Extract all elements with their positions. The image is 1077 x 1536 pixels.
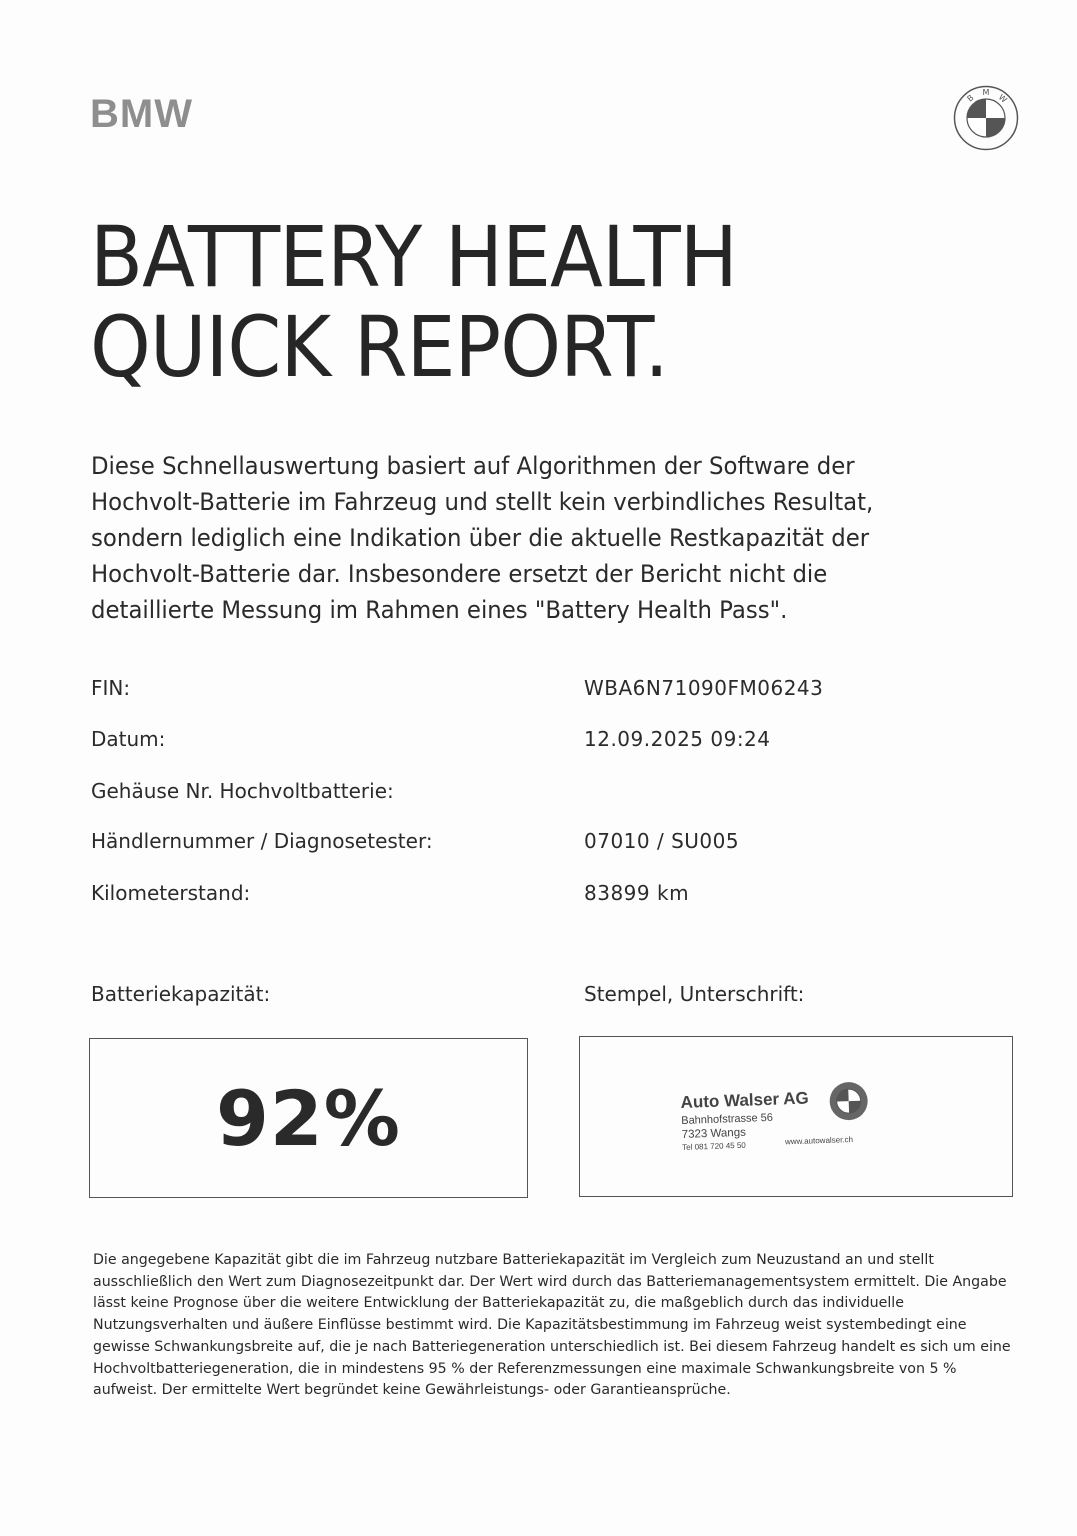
info-row-fin	[91, 676, 991, 706]
fin-label: FIN:	[91, 676, 131, 700]
page-title	[90, 208, 737, 396]
bmw-roundel-icon	[828, 1080, 869, 1121]
date-label: Datum:	[91, 727, 166, 751]
stamp-website: www.autowalser.ch	[784, 1134, 854, 1147]
mileage-label: Kilometerstand:	[91, 881, 251, 905]
title-line-1: BATTERY HEALTH	[90, 208, 737, 306]
stamp-label: Stempel, Unterschrift:	[584, 982, 805, 1006]
capacity-value: 92%	[216, 1073, 401, 1163]
info-row-housing-number	[91, 779, 991, 809]
title-line-2: QUICK REPORT.	[90, 298, 669, 396]
info-row-dealer	[91, 829, 991, 859]
stamp-signature-box	[579, 1036, 1013, 1197]
capacity-box	[89, 1038, 528, 1198]
intro-paragraph: Diese Schnellauswertung basiert auf Algorithmen der Software der Hochvolt-Batterie im Fahrzeug und stellt kein verbindliches Resultat, sondern lediglich eine Indikation über die aktuelle Restkapazität der Hochvolt-Batterie dar. Insbesondere ersetzt der Bericht nicht die detaillierte Messung im Rahmen eines "Battery Health Pass".	[91, 452, 874, 624]
svg-text:B: B	[965, 93, 976, 104]
stamp-phone: Tel 081 720 45 50	[682, 1140, 746, 1152]
info-row-mileage	[91, 881, 991, 911]
info-row-date	[91, 727, 991, 757]
stamp-street: Bahnhofstrasse 56	[681, 1111, 774, 1127]
svg-text:W: W	[996, 92, 1009, 105]
brand-wordmark: BMW	[90, 92, 193, 136]
svg-text:M: M	[982, 88, 990, 97]
disclaimer-text: Die angegebene Kapazität gibt die im Fahrzeug nutzbare Batteriekapazität im Vergleich zum Neuzustand an und stellt ausschließlich den Wert zum Diagnosezeitpunkt dar. Der Wert wird durch das Batteriemanagementsystem ermittelt. Die Angabe lässt keine Prognose über die weitere Entwicklung der Batteriekapazität zu, die maßgeblich durch das individuelle Nutzungsverhalten und äußere Einflüsse bestimmt wird. Die Kapazitätsbestimmung im Fahrzeug weist systembedingt eine gewisse Schwankungsbreite auf, die je nach Batteriegeneration unterschiedlich ist. Bei diesem Fahrzeug handelt es sich um eine Hochvoltbatteriegeneration, die in mindestens 95 % der Referenzmessungen eine maximale Schwankungsbreite von 5 % aufweist. Der ermittelte Wert begründet keine Gewährleistungs- oder Garantieansprüche.	[93, 1252, 1011, 1399]
stamp-city: 7323 Wangs	[681, 1126, 747, 1141]
fin-value: WBA6N71090FM06243	[584, 676, 824, 700]
dealer-value: 07010 / SU005	[584, 829, 740, 853]
mileage-value: 83899 km	[584, 881, 690, 905]
dealer-label: Händlernummer / Diagnosetester:	[91, 829, 433, 853]
capacity-label: Batteriekapazität:	[91, 982, 271, 1006]
dealer-stamp	[680, 1078, 883, 1165]
bmw-roundel-icon	[953, 85, 1019, 151]
housing-number-label: Gehäuse Nr. Hochvoltbatterie:	[91, 779, 394, 803]
stamp-company: Auto Walser AG	[680, 1088, 810, 1112]
date-value: 12.09.2025 09:24	[584, 727, 771, 751]
